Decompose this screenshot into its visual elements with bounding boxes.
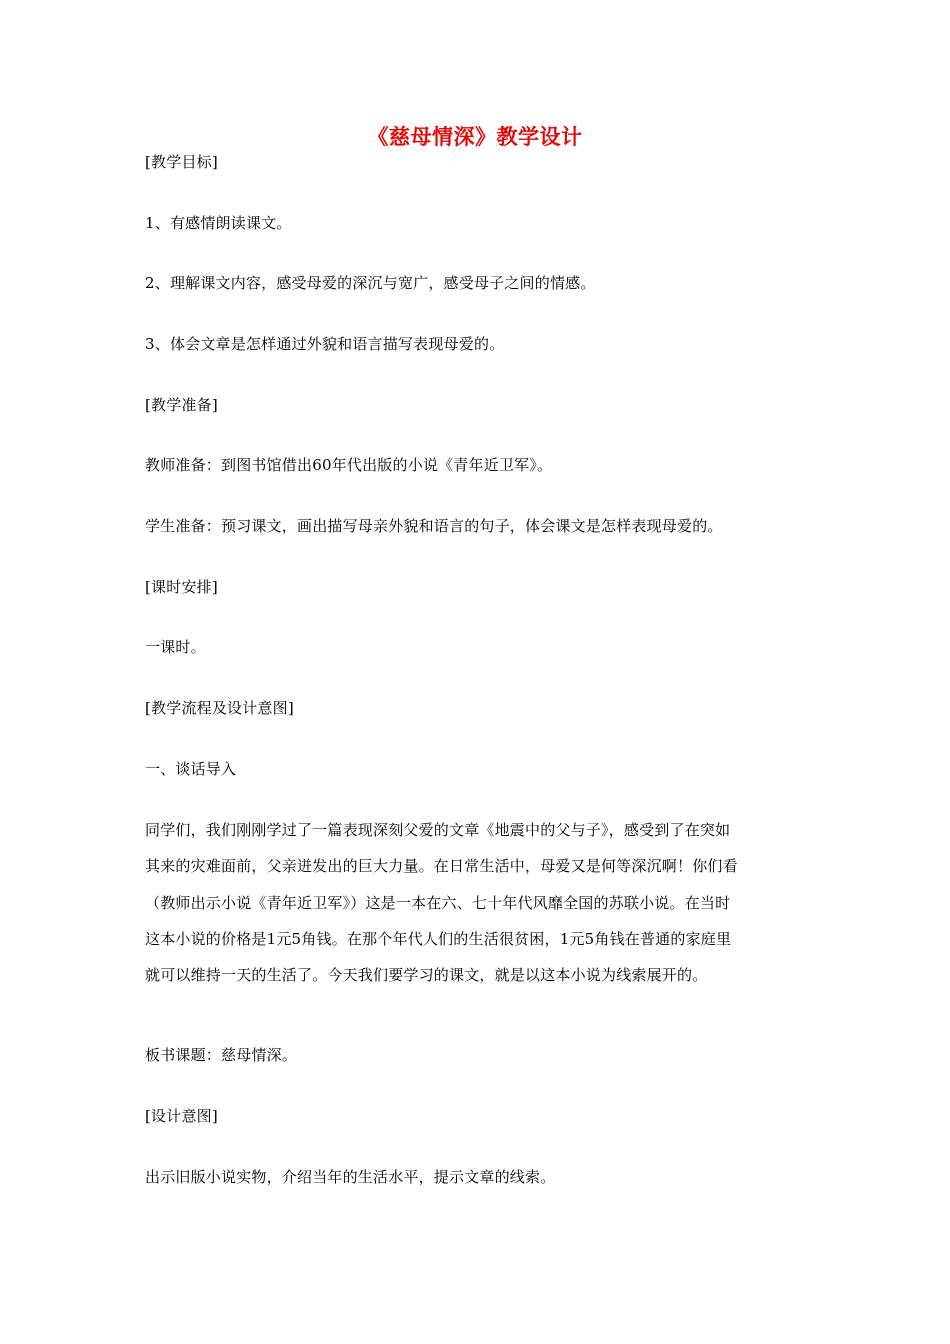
objective-1: 1、有感情朗读课文。: [145, 214, 292, 232]
process-heading: [教学流程及设计意图]: [145, 699, 294, 717]
schedule-heading: [课时安排]: [145, 578, 218, 596]
document-title: 《慈母情深》教学设计: [367, 125, 583, 149]
schedule-text: 一课时。: [145, 638, 206, 656]
objective-3: 3、体会文章是怎样通过外貌和语言描写表现母爱的。: [145, 335, 505, 353]
objective-2: 2、理解课文内容，感受母爱的深沉与宽广，感受母子之间的情感。: [145, 274, 596, 292]
intro-paragraph-line: 这本小说的价格是1元5角钱。在那个年代人们的生活很贫困，1元5角钱在普通的家庭里: [145, 929, 732, 948]
preparation-heading: [教学准备]: [145, 396, 218, 414]
teacher-prep: 教师准备：到图书馆借出60年代出版的小说《青年近卫军》。: [145, 456, 553, 474]
intro-paragraph-line: （教师出示小说《青年近卫军》）这是一本在六、七十年代风靡全国的苏联小说。在当时: [145, 893, 731, 912]
objectives-heading: [教学目标]: [145, 153, 218, 171]
intro-paragraph-line: 同学们，我们刚刚学过了一篇表现深刻父爱的文章《地震中的父与子》，感受到了在突如: [145, 821, 731, 839]
step-1-heading: 一、谈话导入: [145, 760, 237, 778]
intro-paragraph: [145, 812, 809, 993]
student-prep: 学生准备：预习课文，画出描写母亲外貌和语言的句子，体会课文是怎样表现母爱的。: [145, 517, 723, 535]
design-intent-text: 出示旧版小说实物，介绍当年的生活水平，提示文章的线索。: [145, 1168, 556, 1186]
intro-paragraph-line: 其来的灾难面前，父亲迸发出的巨大力量。在日常生活中，母爱又是何等深沉啊！你们看: [145, 857, 738, 876]
intro-paragraph-line: 就可以维持一天的生活了。今天我们要学习的课文，就是以这本小说为线索展开的。: [145, 966, 708, 985]
design-intent-heading: [设计意图]: [145, 1107, 218, 1125]
board-title: 板书课题：慈母情深。: [145, 1046, 298, 1064]
